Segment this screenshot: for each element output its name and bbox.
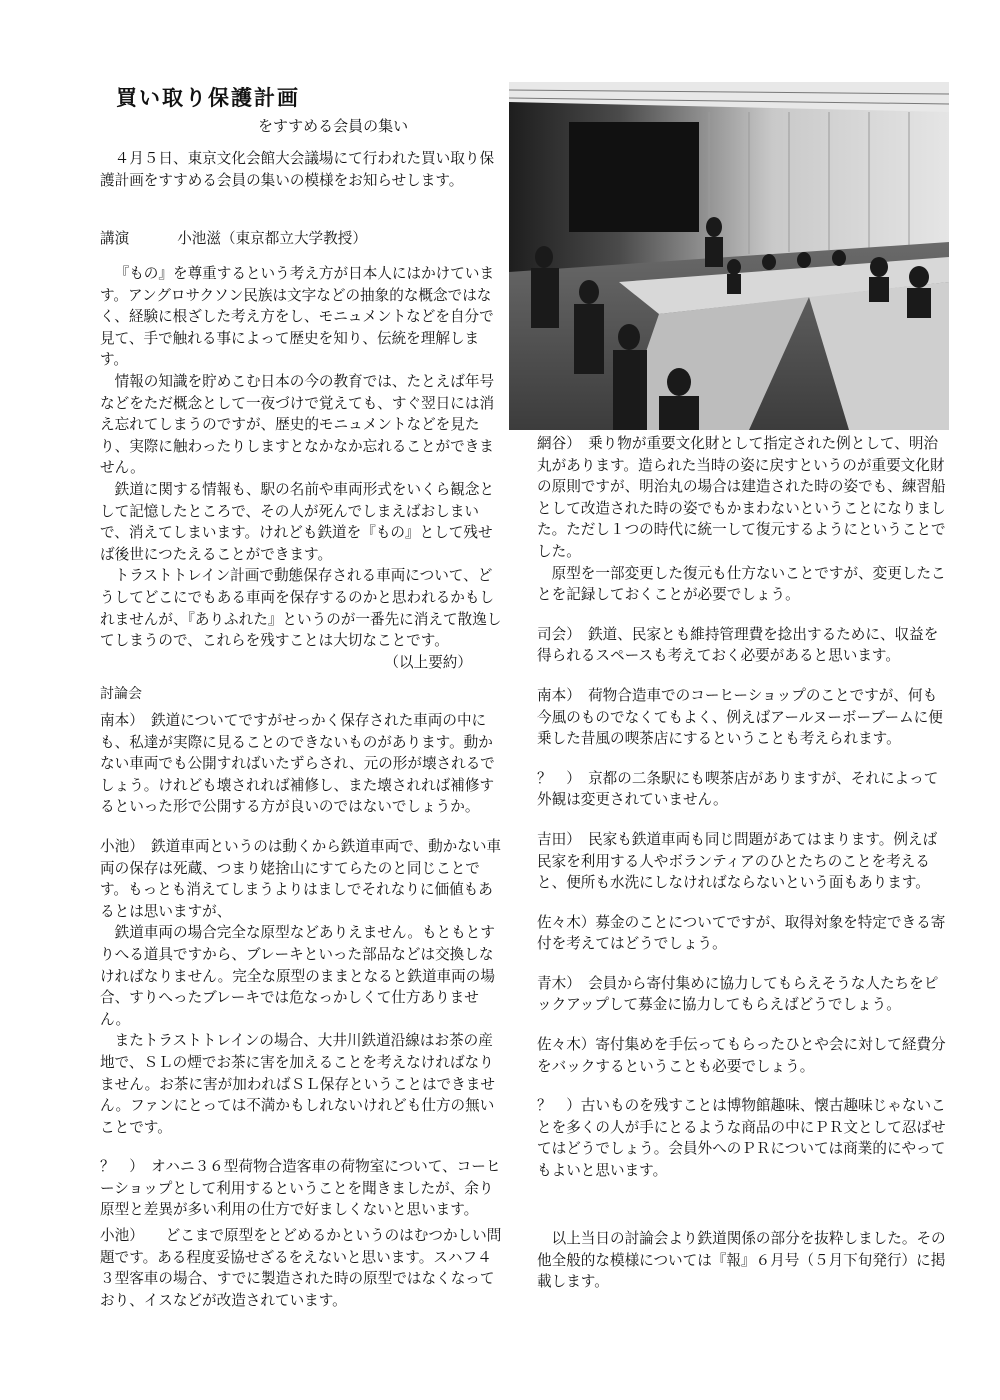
lecture-paragraph: 情報の知識を貯めこむ日本の今の教育では、たとえば年号などをただ概念として一夜づけで覚えても、すぐ翌日には消え忘れてしまうのですが、歴史的モニュメントなどを見たり、実際に触わったりしますとなかなか忘れることができません。 (100, 372, 495, 477)
lecture-body (100, 263, 502, 673)
discussion-remark: 網谷） 乗り物が重要文化財として指定された例として、明治丸があります。造られた当時の姿に戻すというのが重要文化財の原則ですが、明治丸の場合は建造された時の姿でも、練習船として改造された時の姿でもかまわないということになりました。ただし１つの時代に統一して復元するようにということでした。 (537, 435, 946, 560)
lecture-paragraph: 鉄道に関する情報も、駅の名前や車両形式をいくら観念として記憶したところで、その人が死んでしまえばおしまいで、消えてしまいます。けれども鉄道を『もの』として残せば後世につたえることができます。 (100, 480, 495, 563)
discussion-remark: 吉田） 民家も鉄道車両も同じ問題があてはまります。例えば民家を利用する人やボランティアのひとたちのことを考えると、便所も水洗にしなければならないという面もあります。 (537, 830, 938, 892)
discussion-remark: 鉄道車両の場合完全な原型などありえません。もともとすりへる道具ですから、ブレーキといった部品などは交換しなければなりません。完全な原型のままとなると鉄道車両の場合、すりへったブレーキでは危なっかしくて仕方ありません。 (100, 924, 495, 1028)
lecture-summary-note: （以上要約） (384, 653, 472, 671)
discussion-label: 討論会 (100, 686, 142, 702)
article-subtitle: をすすめる会員の集い (258, 117, 409, 135)
discussion-remark: ？ ）古いものを残すことは博物館趣味、懐古趣味じゃないことを多くの人が手にとるような商品の中にＰＲ文として忍ばせてはどうでしょう。会員外へのＰＲについては商業的にやってもよいと思います。 (537, 1097, 946, 1180)
discussion-remark: ？ ） オハニ３６型荷物合造客車の荷物室について、コーヒーショップとして利用するということを聞きましたが、余り原型と差異が多い利用の仕方で好ましくないと思います。 (100, 1158, 501, 1219)
discussion-remark: 南本） 荷物合造車でのコーヒーショップのことですが、何も今風のものでなくてもよく、例えばアールヌーボーブームに便乗した昔風の喫茶店にするということも考えられます。 (537, 686, 943, 748)
discussion-remark: 原型を一部変更した復元も仕方ないことですが、変更したことを記録しておくことが必要でしょう。 (537, 564, 946, 604)
discussion-remark: 小池） 鉄道車両というのは動くから鉄道車両で、動かない車両の保存は死蔵、つまり姥捨山にすてらたのと同じことです。もっとも消えてしまうよりはましでそれなりに価値もあるとは思いますが、 (100, 837, 502, 920)
lecture-label: 講演 (100, 230, 130, 247)
closing-text: 以上当日の討論会より鉄道関係の部分を抜粋しました。その他全般的な模様については『報』６月号（５月下旬発行）に掲載します。 (537, 1230, 946, 1291)
discussion-left (100, 710, 502, 1311)
discussion-remark: 司会） 鉄道、民家とも維持管理費を捻出するために、収益を得られるスペースも考えておく必要があると思います。 (537, 625, 939, 665)
intro-text: ４月５日、東京文化会館大会議場にて行われた買い取り保護計画をすすめる会員の集いの模様をお知らせします。 (100, 150, 495, 189)
discussion-remark: ？ ） 京都の二条駅にも喫茶店がありますが、それによって外観は変更されていません。 (537, 769, 939, 809)
discussion-remark: 小池） どこまで原型をとどめるかというのはむつかしい問題です。ある程度妥協せざるをえないと思います。スハフ４３型客車の場合、すでに製造された時の原型ではなくなっており、イスなどが改造されています。 (100, 1227, 502, 1309)
meeting-photo-image (509, 82, 949, 430)
lecture-paragraph: トラストトレイン計画で動態保存される車両について、どうしてどこにでもある車両を保存するのかと思われるかもしれませんが、『ありふれた』というのが一番先に消えて散逸してしまうので、これらを残すことは大切なことです。 (100, 567, 502, 650)
lecture-speaker: 小池滋（東京都立大学教授） (177, 230, 367, 247)
discussion-right (537, 433, 947, 1182)
closing-paragraph (537, 1228, 947, 1293)
discussion-remark: 佐々木）募金のことについてですが、取得対象を特定できる寄付を考えてはどうでしょう。 (537, 913, 946, 953)
meeting-photo (509, 82, 949, 430)
discussion-remark: またトラストトレインの場合、大井川鉄道沿線はお茶の産地で、ＳＬの煙でお茶に害を加えることを考えなければなりません。お茶に害が加わればＳＬ保存ということはできません。ファンにとっては不満かもしれないけれども仕方の無いことです。 (100, 1032, 495, 1136)
article-title: 買い取り保護計画 (116, 86, 300, 110)
discussion-remark: 青木） 会員から寄付集めに協力してもらえそうな人たちをピックアップして募金に協力してもらえばどうでしょう。 (537, 974, 939, 1014)
discussion-remark: 佐々木）寄付集めを手伝ってもらったひとや会に対して経費分をバックするということも必要でしょう。 (537, 1036, 946, 1075)
lecture-paragraph: 『もの』を尊重するという考え方が日本人にはかけています。アングロサクソン民族は文字などの抽象的な概念ではなく、経験に根ざした考え方をし、モニュメントなどを自分で見て、手で触れる事によって歴史を知り、伝統を理解します。 (100, 265, 495, 369)
intro-paragraph (100, 148, 502, 191)
discussion-remark: 南本） 鉄道についてですがせっかく保存された車両の中にも、私達が実際に見ることのできないものがあります。動かない車両でも公開すればいたずらされ、元の形が壊されるでしょう。けれども壊されれば補修し、また壊されれば補修するといった形で公開する方が良いのではないでしょうか。 (100, 712, 495, 816)
lecture-header (100, 228, 502, 250)
